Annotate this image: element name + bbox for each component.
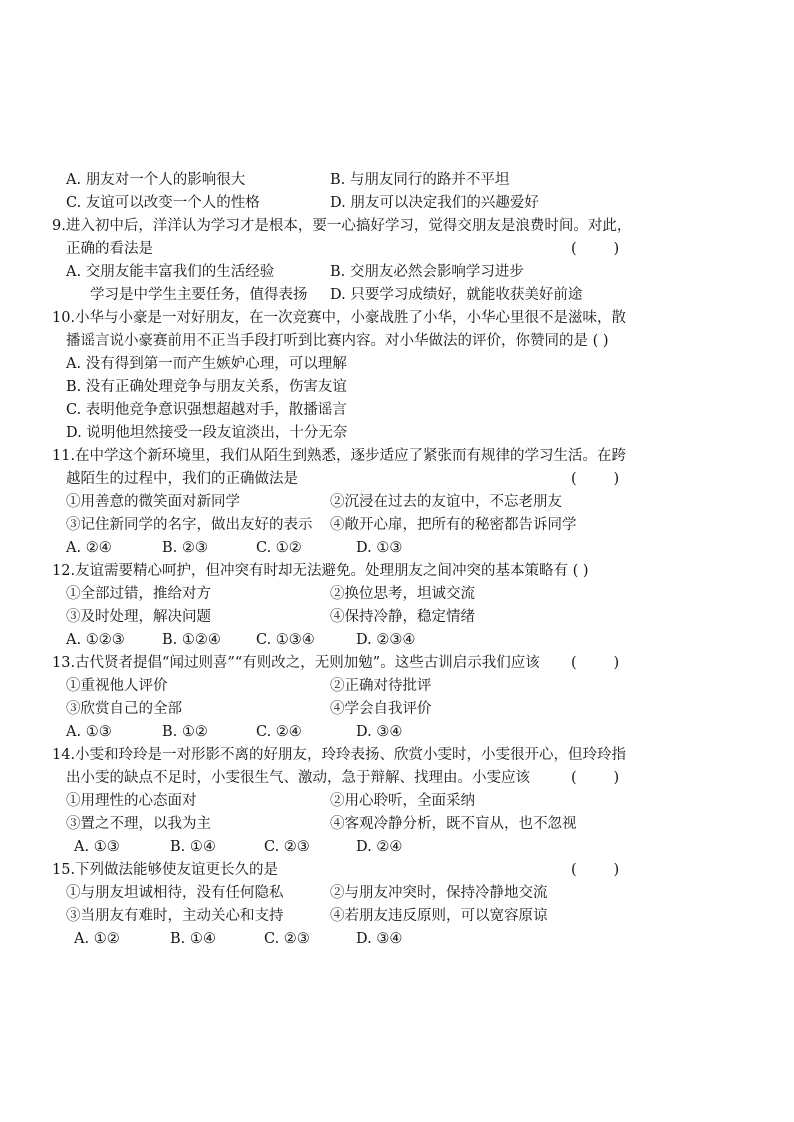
q13-stem-line-1: 13.古代贤者提倡“闻过则喜”“有则改之，无则加勉”。这些古训启示我们应该 [52,655,540,671]
q12-stem-line-1: 12.友谊需要精心呵护，但冲突有时却无法避免。处理朋友之间冲突的基本策略有 ( ) [52,563,589,579]
q11-item-3: ③记住新同学的名字，做出友好的表示 [66,517,313,533]
q14-stem-line-2: 出小雯的缺点不足时，小雯很生气、激动，急于辩解、找理由。小雯应该 [66,770,530,786]
q11-stem-line-2: 越陌生的过程中，我们的正确做法是 [66,471,298,487]
q15-item-2: ②与朋友冲突时，保持冷静地交流 [330,885,548,901]
q8-option-b: B. 与朋友同行的路并不平坦 [330,172,510,188]
q15-option-a: A. ①② [74,931,120,947]
q10-option-d: D. 说明他坦然接受一段友谊淡出，十分无奈 [66,425,348,441]
q11-option-a: A. ②④ [66,540,112,556]
q9-option-a: A. 交朋友能丰富我们的生活经验 [66,264,275,280]
q14-item-4: ④客观冷静分析，既不盲从，也不忽视 [330,816,577,832]
q12-option-d: D. ②③④ [356,632,416,648]
q13-item-1: ①重视他人评价 [66,678,168,694]
q9-option-c: 学习是中学生主要任务，值得表扬 [90,287,308,303]
q15-option-d: D. ③④ [356,931,403,947]
q15-item-4: ④若朋友违反原则，可以宽容原谅 [330,908,548,924]
q8-option-a: A. 朋友对一个人的影响很大 [66,172,246,188]
q13-item-4: ④学会自我评价 [330,701,432,717]
q13-option-a: A. ①③ [66,724,112,740]
q12-option-c: C. ①③④ [256,632,315,648]
q14-option-a: A. ①③ [74,839,120,855]
q15-item-1: ①与朋友坦诚相待，没有任何隐私 [66,885,284,901]
q14-answer-paren: ( ) [571,770,620,786]
q11-option-b: B. ②③ [162,540,208,556]
q14-option-d: D. ②④ [356,839,403,855]
q10-stem-line-1: 10.小华与小豪是一对好朋友，在一次竞赛中，小豪战胜了小华，小华心里很不是滋味，散 [52,310,627,326]
q9-option-d: D. 只要学习成绩好，就能收获美好前途 [330,287,583,303]
q9-answer-paren: ( ) [571,241,620,257]
q8-option-d: D. 朋友可以决定我们的兴趣爱好 [330,195,539,211]
q11-item-1: ①用善意的微笑面对新同学 [66,494,240,510]
q15-answer-paren: ( ) [571,862,620,878]
q12-option-b: B. ①②④ [162,632,221,648]
q10-stem-line-2: 播谣言说小豪赛前用不正当手段打听到比赛内容。对小华做法的评价，你赞同的是 ( ) [66,333,609,349]
q12-item-2: ②换位思考，坦诚交流 [330,586,475,602]
q11-option-d: D. ①③ [356,540,403,556]
q14-item-2: ②用心聆听，全面采纳 [330,793,475,809]
q13-item-2: ②正确对待批评 [330,678,432,694]
q10-option-a: A. 没有得到第一而产生嫉妒心理，可以理解 [66,356,347,372]
q11-answer-paren: ( ) [571,471,620,487]
q15-option-b: B. ①④ [170,931,216,947]
q12-item-1: ①全部过错，推给对方 [66,586,211,602]
q11-stem-line-1: 11.在中学这个新环境里，我们从陌生到熟悉，逐步适应了紧张而有规律的学习生活。在跨 [52,448,627,464]
q9-stem-line-1: 9.进入初中后，洋洋认为学习才是根本，要一心搞好学习，觉得交朋友是浪费时间。对此， [52,218,632,234]
q10-option-b: B. 没有正确处理竞争与朋友关系，伤害友谊 [66,379,347,395]
q13-item-3: ③欣赏自己的全部 [66,701,182,717]
q11-option-c: C. ①② [256,540,302,556]
q14-stem-line-1: 14.小雯和玲玲是一对形影不离的好朋友，玲玲表扬、欣赏小雯时，小雯很开心，但玲玲指 [52,747,627,763]
q15-stem-line-1: 15.下列做法能够使友谊更长久的是 [52,862,279,878]
q9-option-b: B. 交朋友必然会影响学习进步 [330,264,524,280]
q14-option-c: C. ②③ [264,839,310,855]
q12-item-4: ④保持冷静，稳定情绪 [330,609,475,625]
q14-item-1: ①用理性的心态面对 [66,793,197,809]
q14-item-3: ③置之不理，以我为主 [66,816,211,832]
q11-item-4: ④敞开心扉，把所有的秘密都告诉同学 [330,517,577,533]
q12-option-a: A. ①②③ [66,632,125,648]
q10-option-c: C. 表明他竞争意识强想超越对手，散播谣言 [66,402,347,418]
q13-option-d: D. ③④ [356,724,403,740]
q15-item-3: ③当朋友有难时，主动关心和支持 [66,908,284,924]
q13-answer-paren: ( ) [571,655,620,671]
q13-option-c: C. ②④ [256,724,302,740]
q15-option-c: C. ②③ [264,931,310,947]
q14-option-b: B. ①④ [170,839,216,855]
q12-item-3: ③及时处理，解决问题 [66,609,211,625]
q13-option-b: B. ①② [162,724,208,740]
q9-stem-line-2: 正确的看法是 [66,241,153,257]
q8-option-c: C. 友谊可以改变一个人的性格 [66,195,260,211]
q11-item-2: ②沉浸在过去的友谊中，不忘老朋友 [330,494,562,510]
